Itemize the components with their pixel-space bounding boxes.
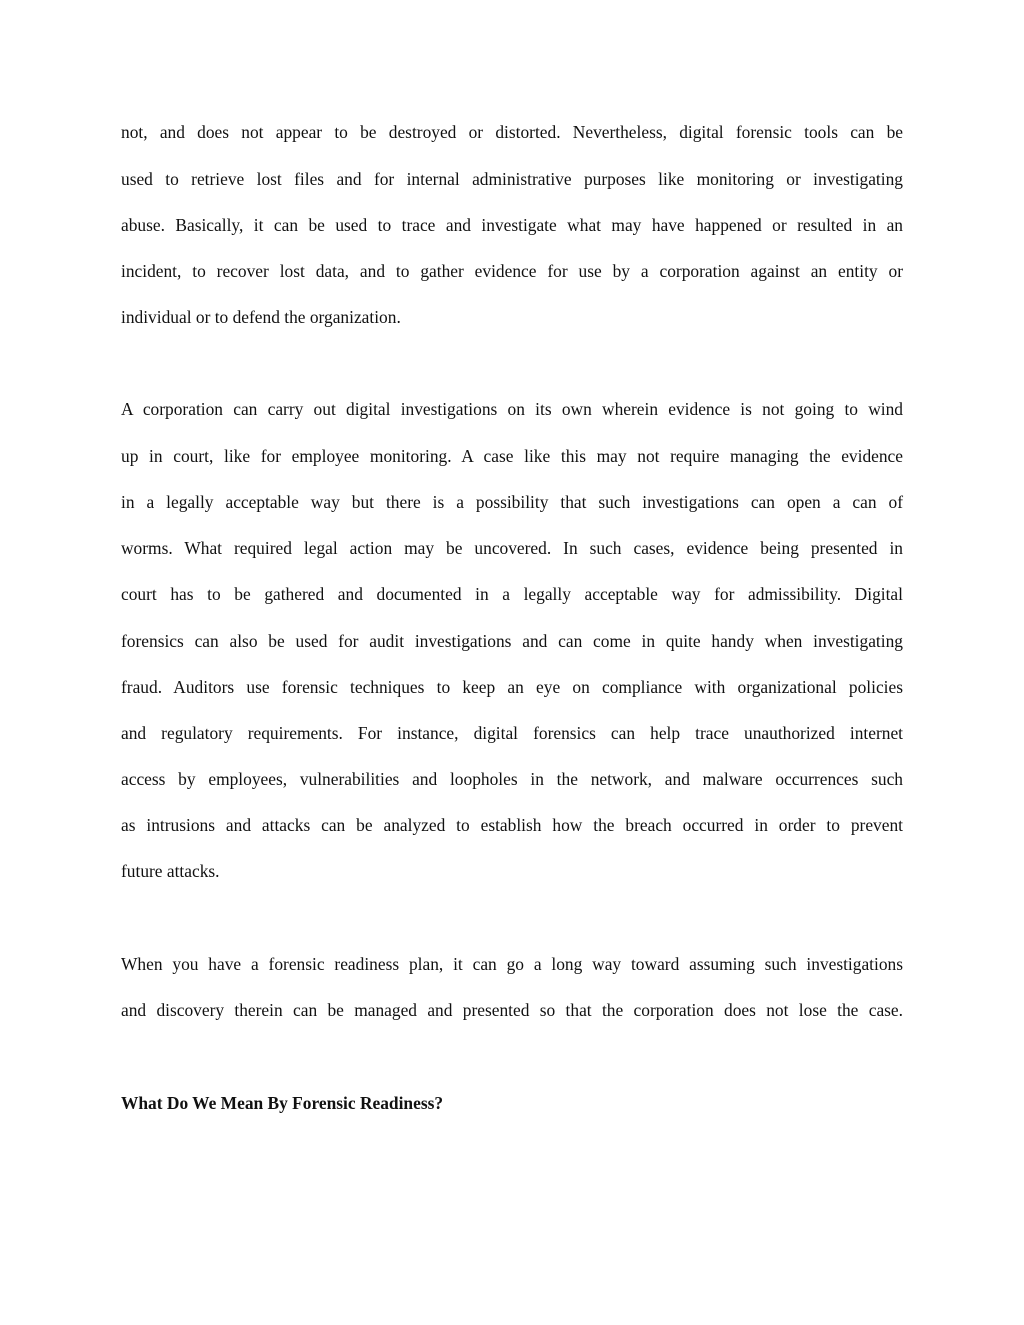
paragraph-3-line-1: When you have a forensic readiness plan, it can go a long way toward assuming such investigations bbox=[121, 954, 903, 974]
paragraph-2-line-7: fraud. Auditors use forensic techniques to keep an eye on compliance with organizational policies bbox=[121, 677, 903, 697]
section-heading: What Do We Mean By Forensic Readiness? bbox=[121, 1093, 444, 1113]
paragraph-1-line-5: individual or to defend the organization. bbox=[121, 307, 401, 327]
paragraph-2-line-8: and regulatory requirements. For instance, digital forensics can help trace unauthorized internet bbox=[121, 723, 903, 743]
paragraph-2-line-9: access by employees, vulnerabilities and loopholes in the network, and malware occurrences such bbox=[121, 769, 903, 789]
paragraph-1-line-2: used to retrieve lost files and for internal administrative purposes like monitoring or investigating bbox=[121, 169, 903, 189]
paragraph-3-line-2: and discovery therein can be managed and presented so that the corporation does not lose the case. bbox=[121, 1000, 903, 1020]
paragraph-1-line-3: abuse. Basically, it can be used to trace and investigate what may have happened or resulted in an bbox=[121, 215, 903, 235]
paragraph-2-line-6: forensics can also be used for audit investigations and can come in quite handy when investigating bbox=[121, 631, 903, 651]
paragraph-2-line-4: worms. What required legal action may be uncovered. In such cases, evidence being presented in bbox=[121, 538, 903, 558]
paragraph-2-line-5: court has to be gathered and documented in a legally acceptable way for admissibility. Digital bbox=[121, 584, 903, 604]
paragraph-2-line-3: in a legally acceptable way but there is a possibility that such investigations can open a can of bbox=[121, 492, 903, 512]
paragraph-1-line-4: incident, to recover lost data, and to gather evidence for use by a corporation against an entity or bbox=[121, 261, 903, 281]
paragraph-2-line-10: as intrusions and attacks can be analyzed to establish how the breach occurred in order to prevent bbox=[121, 815, 903, 835]
paragraph-2-line-1: A corporation can carry out digital investigations on its own wherein evidence is not going to wind bbox=[121, 399, 903, 419]
paragraph-2-line-11: future attacks. bbox=[121, 861, 220, 881]
paragraph-1-line-1: not, and does not appear to be destroyed or distorted. Nevertheless, digital forensic tools can be bbox=[121, 122, 903, 142]
paragraph-2-line-2: up in court, like for employee monitoring. A case like this may not require managing the evidence bbox=[121, 446, 903, 466]
